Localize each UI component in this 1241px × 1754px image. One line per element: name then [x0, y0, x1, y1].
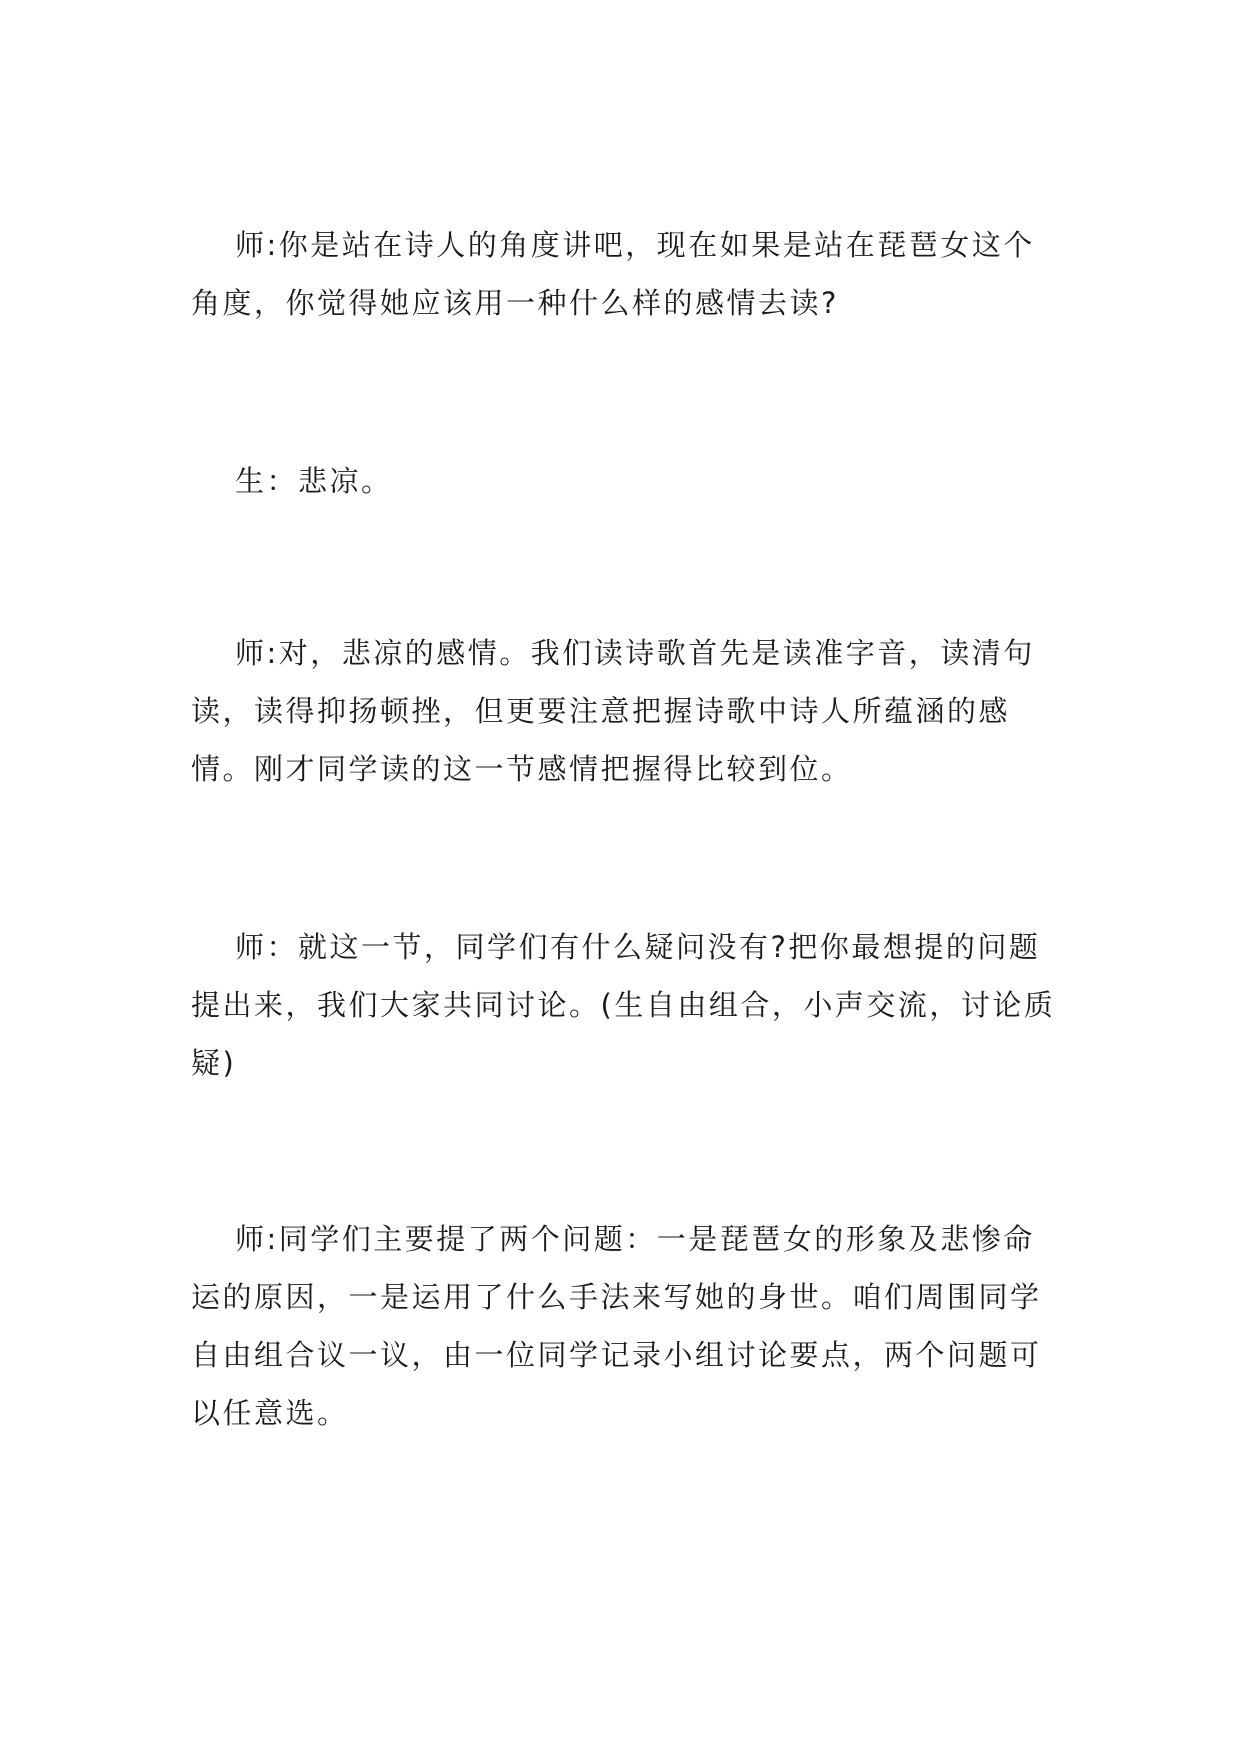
- paragraph-student-answer: 生：悲凉。: [235, 464, 393, 498]
- paragraph-teacher-question: 师:你是站在诗人的角度讲吧，现在如果是站在琵琶女这个角度，你觉得她应该用一种什么样的感情去读?: [191, 228, 1035, 320]
- paragraph-teacher-summary: 师:同学们主要提了两个问题：一是琵琶女的形象及悲惨命运的原因，一是运用了什么手法来写她的身世。咱们周围同学自由组合议一议，由一位同学记录小组讨论要点，两个问题可以任意选。: [191, 1222, 1042, 1430]
- paragraph-teacher-comment: 师:对，悲凉的感情。我们读诗歌首先是读准字音，读清句读，读得抑扬顿挫，但更要注意把握诗歌中诗人所蕴涵的感情。刚才同学读的这一节感情把握得比较到位。: [191, 636, 1035, 786]
- paragraph-teacher-discussion-prompt: 师：就这一节，同学们有什么疑问没有?把你最想提的问题提出来，我们大家共同讨论。(生自由组合，小声交流，讨论质疑): [191, 930, 1056, 1080]
